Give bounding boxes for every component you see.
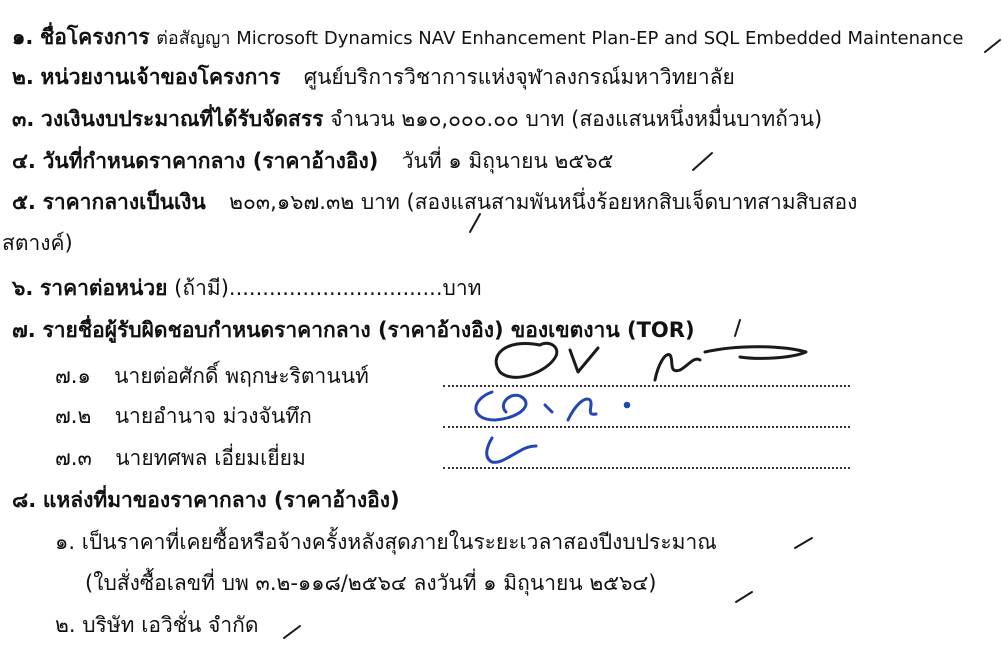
committee-member-row [55,401,312,431]
committee-member-name: นายทศพล เอี่ยมเยี่ยม [115,446,306,470]
signature-2 [476,392,629,420]
median-price-continuation: สตางค์) [2,231,73,255]
source-heading: แหล่งที่มาของราคากลาง (ราคาอ้างอิง) [42,488,400,512]
committee-member-number: ๗.๓ [55,446,92,470]
median-price-value: ๒๐๓,๑๖๗.๓๒ บาท (สองแสนสามพันหนึ่งร้อยหกสิบเจ็ดบาทสามสิบสอง [229,190,858,214]
source-number: ๑. [55,530,76,554]
project-name-row [12,22,963,54]
unit-price-label: ราคาต่อหน่วย [40,276,168,300]
median-price-row [12,187,857,217]
reference-date-value: วันที่ ๑ มิถุนายน ๒๕๖๕ [401,149,614,173]
project-owner-value: ศูนย์บริการวิชาการแห่งจุฬาลงกรณ์มหาวิทยาลัย [303,65,735,89]
item-number: ๖. [12,276,34,300]
source-heading-row [12,485,400,515]
project-name-value: ต่อสัญญา Microsoft Dynamics NAV Enhancement Plan-EP and SQL Embedded Maintenance [156,28,964,49]
signature-3 [487,438,536,462]
project-owner-label: หน่วยงานเจ้าของโครงการ [40,65,281,89]
project-owner-row [12,62,735,92]
committee-member-name: นายอำนาจ ม่วงจันทึก [114,404,312,428]
committee-member-number: ๗.๒ [55,404,92,428]
median-price-label: ราคากลางเป็นเงิน [42,190,206,214]
signature-1 [496,343,806,380]
signature-line [443,465,850,469]
committee-heading-row [12,315,695,345]
item-number: ๕. [12,190,36,214]
budget-label: วงเงินงบประมาณที่ได้รับจัดสรร [41,107,324,131]
budget-row [12,104,822,134]
item-number: ๗. [12,318,36,342]
signature-line [443,383,850,387]
unit-price-row [12,273,481,303]
item-number: ๘. [12,488,37,512]
item-number: ๑. [12,25,34,49]
committee-member-name: นายต่อศักดิ์ พฤกษะริตานนท์ [114,364,369,388]
reference-date-label: วันที่กำหนดราคากลาง (ราคาอ้างอิง) [42,149,379,173]
committee-member-row [55,443,306,473]
item-number: ๒. [12,65,34,89]
source-text: บริษัท เอวิชั่น จำกัด [82,613,259,637]
source-text: (ใบสั่งซื้อเลขที่ บพ ๓.๒-๑๑๘/๒๕๖๔ ลงวันที่ ๑ มิถุนายน ๒๕๖๔) [85,571,657,595]
reference-date-row [12,146,613,176]
committee-heading: รายชื่อผู้รับผิดชอบกำหนดราคากลาง (ราคาอ้างอิง) ของเขตงาน (TOR) [42,318,695,342]
source-number: ๒. [55,613,76,637]
source-item [55,610,259,640]
committee-member-number: ๗.๑ [55,364,91,388]
project-name-label: ชื่อโครงการ [40,25,150,49]
item-number: ๓. [12,107,35,131]
committee-member-row [55,361,369,391]
source-item-continuation [85,568,657,598]
unit-price-value: (ถ้ามี)................................บาท [174,276,482,300]
source-text: เป็นราคาที่เคยซื้อหรือจ้างครั้งหลังสุดภายในระยะเวลาสองปีงบประมาณ [81,530,717,554]
budget-value: จำนวน ๒๑๐,๐๐๐.๐๐ บาท (สองแสนหนึ่งหมื่นบาทถ้วน) [330,107,823,131]
source-item [55,527,717,557]
item-number: ๔. [12,149,36,173]
signature-line [443,424,850,428]
